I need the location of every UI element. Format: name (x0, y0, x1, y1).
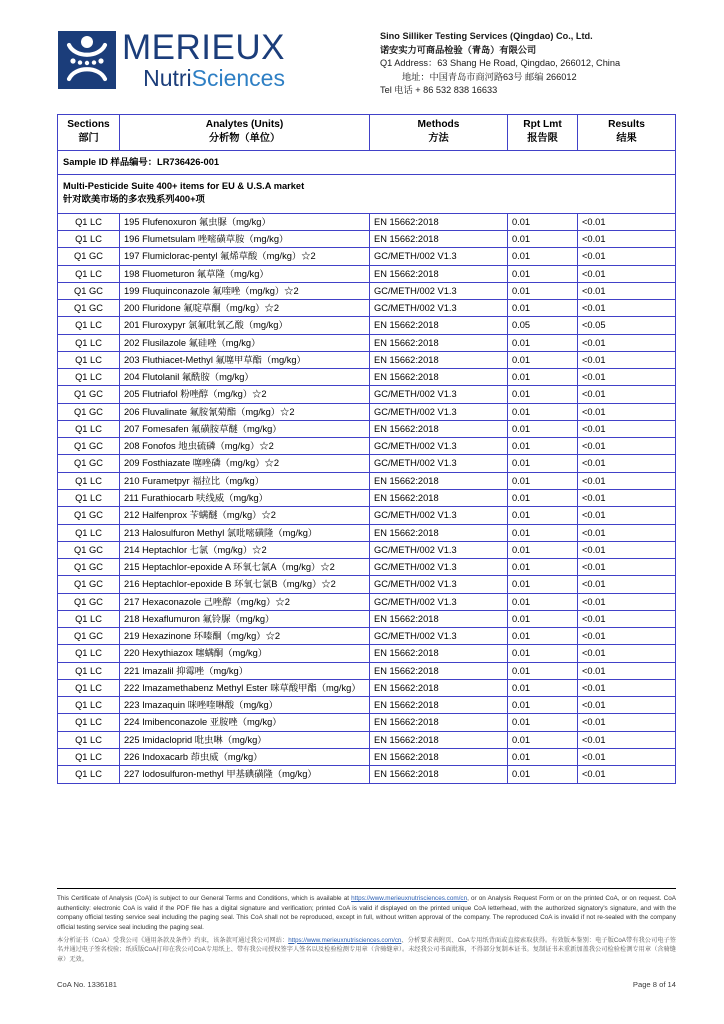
cell-analyte: 210 Furametpyr 福拉比（mg/kg） (120, 472, 370, 489)
table-header (58, 115, 676, 151)
cell-result: <0.01 (578, 559, 676, 576)
cell-analyte: 215 Heptachlor-epoxide A 环氧七氯A（mg/kg）☆2 (120, 559, 370, 576)
cell-section: Q1 GC (58, 576, 120, 593)
cell-method: EN 15662:2018 (370, 662, 508, 679)
table-row (58, 576, 676, 593)
cell-analyte: 213 Halosulfuron Methyl 氯吡嘧磺隆（mg/kg） (120, 524, 370, 541)
cell-analyte: 223 Imazaquin 咪唑喹啉酸（mg/kg） (120, 697, 370, 714)
cell-method: GC/METH/002 V1.3 (370, 455, 508, 472)
cell-result: <0.05 (578, 317, 676, 334)
table-row (58, 403, 676, 420)
table-row (58, 334, 676, 351)
cell-rpt-lmt: 0.01 (508, 334, 578, 351)
col-header-results: Results 结果 (578, 115, 676, 151)
cell-rpt-lmt: 0.01 (508, 351, 578, 368)
cell-method: EN 15662:2018 (370, 213, 508, 230)
cell-section: Q1 LC (58, 731, 120, 748)
cell-analyte: 207 Fomesafen 氟磺胺草醚（mg/kg） (120, 420, 370, 437)
cell-method: EN 15662:2018 (370, 420, 508, 437)
cell-method: EN 15662:2018 (370, 369, 508, 386)
cell-result: <0.01 (578, 300, 676, 317)
logo-wordmark-nutrisciences (122, 67, 285, 90)
cell-method: EN 15662:2018 (370, 748, 508, 765)
cell-analyte: 206 Fluvalinate 氟胺氰菊酯（mg/kg）☆2 (120, 403, 370, 420)
cell-method: EN 15662:2018 (370, 265, 508, 282)
cell-method: EN 15662:2018 (370, 766, 508, 783)
cell-method: GC/METH/002 V1.3 (370, 403, 508, 420)
suite-title-cn: 针对欧美市场的多农残系列400+项 (63, 194, 205, 205)
cell-method: GC/METH/002 V1.3 (370, 559, 508, 576)
cell-method: EN 15662:2018 (370, 610, 508, 627)
cell-analyte: 198 Fluometuron 氟草隆（mg/kg） (120, 265, 370, 282)
cell-section: Q1 LC (58, 714, 120, 731)
table-row (58, 386, 676, 403)
cell-method: GC/METH/002 V1.3 (370, 282, 508, 299)
cell-method: EN 15662:2018 (370, 697, 508, 714)
cell-section: Q1 LC (58, 369, 120, 386)
cell-method: GC/METH/002 V1.3 (370, 438, 508, 455)
cell-method: GC/METH/002 V1.3 (370, 628, 508, 645)
table-row (58, 524, 676, 541)
cell-result: <0.01 (578, 472, 676, 489)
table-row (58, 248, 676, 265)
col-header-sections: Sections 部门 (58, 115, 120, 151)
cell-rpt-lmt: 0.01 (508, 489, 578, 506)
cell-result: <0.01 (578, 645, 676, 662)
cell-analyte: 226 Indoxacarb 茚虫威（mg/kg） (120, 748, 370, 765)
cell-result: <0.01 (578, 697, 676, 714)
table-row (58, 369, 676, 386)
cell-result: <0.01 (578, 628, 676, 645)
cell-analyte: 222 Imazamethabenz Methyl Ester 咪草酸甲酯（mg/kg） (120, 679, 370, 696)
table-row (58, 628, 676, 645)
table-row (58, 213, 676, 230)
cell-analyte: 209 Fosthiazate 噻唑磷（mg/kg）☆2 (120, 455, 370, 472)
cell-section: Q1 LC (58, 489, 120, 506)
cell-rpt-lmt: 0.01 (508, 282, 578, 299)
cell-result: <0.01 (578, 679, 676, 696)
terms-link-en[interactable]: https://www.merieuxnutrisciences.com/cn (351, 895, 468, 902)
cell-result: <0.01 (578, 334, 676, 351)
cell-section: Q1 GC (58, 438, 120, 455)
cell-method: EN 15662:2018 (370, 731, 508, 748)
table-row (58, 679, 676, 696)
cell-analyte: 221 Imazalil 抑霉唑（mg/kg） (120, 662, 370, 679)
company-name-en: Sino Silliker Testing Services (Qingdao) Co., Ltd. (380, 31, 593, 41)
cell-section: Q1 LC (58, 351, 120, 368)
cell-section: Q1 LC (58, 231, 120, 248)
terms-link-cn[interactable]: https://www.merieuxnutrisciences.com/cn (288, 936, 402, 944)
cell-rpt-lmt: 0.01 (508, 386, 578, 403)
table-row (58, 610, 676, 627)
col-header-methods: Methods 方法 (370, 115, 508, 151)
cell-analyte: 205 Flutriafol 粉唑醇（mg/kg）☆2 (120, 386, 370, 403)
analysis-results-table (57, 114, 676, 784)
results-table-wrapper (57, 114, 674, 784)
cell-rpt-lmt: 0.01 (508, 438, 578, 455)
cell-section: Q1 LC (58, 662, 120, 679)
cell-method: EN 15662:2018 (370, 645, 508, 662)
cell-method: EN 15662:2018 (370, 679, 508, 696)
cell-rpt-lmt: 0.01 (508, 662, 578, 679)
cell-result: <0.01 (578, 714, 676, 731)
cell-method: EN 15662:2018 (370, 334, 508, 351)
cell-rpt-lmt: 0.01 (508, 576, 578, 593)
table-row (58, 420, 676, 437)
cell-result: <0.01 (578, 403, 676, 420)
cell-result: <0.01 (578, 351, 676, 368)
cell-result: <0.01 (578, 282, 676, 299)
cell-section: Q1 GC (58, 541, 120, 558)
cell-result: <0.01 (578, 593, 676, 610)
cell-method: EN 15662:2018 (370, 524, 508, 541)
cell-section: Q1 LC (58, 472, 120, 489)
cell-result: <0.01 (578, 731, 676, 748)
merieux-logo (58, 30, 285, 90)
footer-divider (57, 888, 676, 889)
company-info (380, 22, 680, 98)
company-address-en: Q1 Address：63 Shang He Road, Qingdao, 266012, China (380, 58, 621, 69)
footer-disclaimer-en: This Certificate of Analysis (CoA) is subject to our General Terms and Conditions, which is available at https://www.merieuxnutrisciences.com/cn, or on Analysis Request Form or on the printed CoA, or on request. CoA authenticity: electronic CoA is valid if the PDF file has a digital signature and verification; printed CoA is valid if displayed on the printed unique CoA letterhead, with the authorized signatory's signature, and with the company official testing service seal including the paging seal. This CoA shall not be reproduced, except in full, without written approval of the company. The reproduced CoA is invalid if not re-sealed with the company official testing service seal including the paging seal. (57, 895, 676, 931)
cell-analyte: 197 Flumiclorac-pentyl 氟烯草酸（mg/kg）☆2 (120, 248, 370, 265)
cell-method: GC/METH/002 V1.3 (370, 541, 508, 558)
cell-result: <0.01 (578, 386, 676, 403)
company-telephone: Tel 电话 + 86 532 838 16633 (380, 85, 498, 96)
cell-method: GC/METH/002 V1.3 (370, 593, 508, 610)
cell-result: <0.01 (578, 524, 676, 541)
cell-result: <0.01 (578, 610, 676, 627)
cell-section: Q1 LC (58, 645, 120, 662)
cell-analyte: 199 Fluquinconazole 氟喹唑（mg/kg）☆2 (120, 282, 370, 299)
cell-rpt-lmt: 0.01 (508, 645, 578, 662)
cell-analyte: 204 Flutolanil 氟酰胺（mg/kg） (120, 369, 370, 386)
cell-analyte: 195 Flufenoxuron 氟虫脲（mg/kg） (120, 213, 370, 230)
cell-rpt-lmt: 0.01 (508, 472, 578, 489)
cell-analyte: 196 Flumetsulam 唑嘧磺草胺（mg/kg） (120, 231, 370, 248)
cell-result: <0.01 (578, 213, 676, 230)
logo-nutri-part: Nutri (143, 65, 192, 91)
cell-section: Q1 GC (58, 507, 120, 524)
cell-section: Q1 LC (58, 420, 120, 437)
cell-result: <0.01 (578, 369, 676, 386)
table-row (58, 559, 676, 576)
col-header-rpt-lmt: Rpt Lmt 报告限 (508, 115, 578, 151)
page-footer (0, 888, 724, 989)
table-row (58, 300, 676, 317)
table-row (58, 317, 676, 334)
footer-meta (0, 980, 724, 989)
cell-rpt-lmt: 0.01 (508, 610, 578, 627)
cell-result: <0.01 (578, 766, 676, 783)
cell-analyte: 218 Hexaflumuron 氟铃脲（mg/kg） (120, 610, 370, 627)
cell-analyte: 224 Imibenconazole 亚胺唑（mg/kg） (120, 714, 370, 731)
cell-method: EN 15662:2018 (370, 489, 508, 506)
table-row (58, 645, 676, 662)
cell-section: Q1 LC (58, 524, 120, 541)
cell-analyte: 220 Hexythiazox 噻螨酮（mg/kg） (120, 645, 370, 662)
cell-rpt-lmt: 0.01 (508, 766, 578, 783)
cell-section: Q1 LC (58, 317, 120, 334)
table-row (58, 265, 676, 282)
table-row (58, 507, 676, 524)
cell-rpt-lmt: 0.01 (508, 593, 578, 610)
table-row (58, 489, 676, 506)
cell-analyte: 203 Fluthiacet-Methyl 氟噻甲草酯（mg/kg） (120, 351, 370, 368)
cell-result: <0.01 (578, 662, 676, 679)
cell-result: <0.01 (578, 420, 676, 437)
cell-section: Q1 LC (58, 610, 120, 627)
cell-analyte: 201 Fluroxypyr 氯氟吡氧乙酸（mg/kg） (120, 317, 370, 334)
cell-section: Q1 LC (58, 334, 120, 351)
table-row (58, 282, 676, 299)
footer-disclaimer-cn: 本分析证书（CoA）受我公司《通用条款及条件》约束，该条款可通过我公司网站：https://www.merieuxnutrisciences.com/cn、分析要求表附页、CoA专用纸背面或直接索取获得。有效版本鉴别：电子版CoA带有我公司电子签名并通过电子签名校验；纸质版CoA打印在我公司CoA专用纸上、带有我公司授权签字人签名以及检验检测专用章（含骑缝章）。未经我公司书面批准，不得部分复制本证书。复制证书未重新加盖我公司检验检测专用章（含骑缝章）无效。 (57, 936, 676, 963)
table-row (58, 697, 676, 714)
cell-rpt-lmt: 0.01 (508, 507, 578, 524)
table-row (58, 714, 676, 731)
cell-rpt-lmt: 0.01 (508, 420, 578, 437)
table-row (58, 541, 676, 558)
cell-analyte: 219 Hexazinone 环嗪酮（mg/kg）☆2 (120, 628, 370, 645)
table-row (58, 731, 676, 748)
company-name-cn: 诺安实力可商品检验（青岛）有限公司 (380, 44, 537, 55)
cell-rpt-lmt: 0.01 (508, 559, 578, 576)
cell-rpt-lmt: 0.01 (508, 300, 578, 317)
cell-method: EN 15662:2018 (370, 317, 508, 334)
cell-rpt-lmt: 0.01 (508, 748, 578, 765)
cell-method: GC/METH/002 V1.3 (370, 576, 508, 593)
table-row (58, 231, 676, 248)
cell-rpt-lmt: 0.01 (508, 541, 578, 558)
cell-result: <0.01 (578, 455, 676, 472)
cell-section: Q1 LC (58, 697, 120, 714)
cell-analyte: 214 Heptachlor 七氯（mg/kg）☆2 (120, 541, 370, 558)
cell-section: Q1 GC (58, 455, 120, 472)
cell-result: <0.01 (578, 748, 676, 765)
cell-analyte: 217 Hexaconazole 己唑醇（mg/kg）☆2 (120, 593, 370, 610)
coa-number: CoA No. 1336181 (57, 980, 117, 989)
cell-section: Q1 GC (58, 386, 120, 403)
company-address-cn: 地址：中国青岛市商河路63号 邮编 266012 (402, 71, 577, 82)
cell-rpt-lmt: 0.01 (508, 231, 578, 248)
table-body (58, 150, 676, 783)
cell-method: EN 15662:2018 (370, 231, 508, 248)
cell-section: Q1 GC (58, 282, 120, 299)
cell-section: Q1 GC (58, 248, 120, 265)
logo-sciences-part: Sciences (191, 65, 285, 91)
cell-result: <0.01 (578, 265, 676, 282)
cell-method: EN 15662:2018 (370, 351, 508, 368)
cell-analyte: 211 Furathiocarb 呋线威（mg/kg） (120, 489, 370, 506)
table-row (58, 472, 676, 489)
cell-section: Q1 LC (58, 766, 120, 783)
cell-section: Q1 GC (58, 403, 120, 420)
cell-result: <0.01 (578, 231, 676, 248)
logo-wordmark-merieux: MERIEUX (122, 28, 285, 67)
cell-analyte: 212 Halfenprox 苄螨醚（mg/kg）☆2 (120, 507, 370, 524)
cell-rpt-lmt: 0.01 (508, 697, 578, 714)
cell-analyte: 216 Heptachlor-epoxide B 环氧七氯B（mg/kg）☆2 (120, 576, 370, 593)
cell-analyte: 225 Imidacloprid 吡虫啉（mg/kg） (120, 731, 370, 748)
cell-result: <0.01 (578, 507, 676, 524)
table-row (58, 662, 676, 679)
cell-result: <0.01 (578, 541, 676, 558)
cell-rpt-lmt: 0.01 (508, 455, 578, 472)
sample-id-label: Sample ID 样品编号：LR736426-001 (58, 150, 676, 174)
cell-rpt-lmt: 0.01 (508, 403, 578, 420)
suite-title-row (58, 174, 676, 213)
cell-method: GC/METH/002 V1.3 (370, 507, 508, 524)
cell-result: <0.01 (578, 576, 676, 593)
cell-result: <0.01 (578, 248, 676, 265)
merieux-logo-mark-icon (58, 31, 116, 89)
cell-section: Q1 GC (58, 559, 120, 576)
table-row (58, 351, 676, 368)
cell-result: <0.01 (578, 438, 676, 455)
cell-section: Q1 LC (58, 679, 120, 696)
cell-section: Q1 GC (58, 593, 120, 610)
col-header-analytes: Analytes (Units) 分析物（单位） (120, 115, 370, 151)
cell-analyte: 208 Fonofos 地虫硫磷（mg/kg）☆2 (120, 438, 370, 455)
cell-result: <0.01 (578, 489, 676, 506)
cell-method: EN 15662:2018 (370, 714, 508, 731)
cell-rpt-lmt: 0.01 (508, 213, 578, 230)
cell-section: Q1 LC (58, 265, 120, 282)
table-row (58, 438, 676, 455)
cell-analyte: 202 Flusilazole 氟硅唑（mg/kg） (120, 334, 370, 351)
cell-rpt-lmt: 0.01 (508, 524, 578, 541)
cell-method: GC/METH/002 V1.3 (370, 248, 508, 265)
cell-method: GC/METH/002 V1.3 (370, 386, 508, 403)
suite-title-en: Multi-Pesticide Suite 400+ items for EU & U.S.A market (63, 180, 305, 191)
cell-rpt-lmt: 0.05 (508, 317, 578, 334)
cell-section: Q1 LC (58, 748, 120, 765)
table-row (58, 748, 676, 765)
cell-rpt-lmt: 0.01 (508, 679, 578, 696)
cell-analyte: 227 Iodosulfuron-methyl 甲基碘磺隆（mg/kg） (120, 766, 370, 783)
cell-rpt-lmt: 0.01 (508, 248, 578, 265)
page-number: Page 8 of 14 (632, 980, 676, 989)
cell-section: Q1 GC (58, 628, 120, 645)
table-row (58, 593, 676, 610)
cell-rpt-lmt: 0.01 (508, 731, 578, 748)
cell-section: Q1 LC (58, 213, 120, 230)
cell-method: GC/METH/002 V1.3 (370, 300, 508, 317)
table-row (58, 766, 676, 783)
table-row (58, 455, 676, 472)
cell-rpt-lmt: 0.01 (508, 628, 578, 645)
cell-rpt-lmt: 0.01 (508, 369, 578, 386)
cell-analyte: 200 Fluridone 氟啶草酮（mg/kg）☆2 (120, 300, 370, 317)
table-header-row (58, 115, 676, 151)
cell-section: Q1 GC (58, 300, 120, 317)
page-header (0, 0, 724, 100)
cell-rpt-lmt: 0.01 (508, 265, 578, 282)
sample-id-row (58, 150, 676, 174)
cell-method: EN 15662:2018 (370, 472, 508, 489)
cell-rpt-lmt: 0.01 (508, 714, 578, 731)
